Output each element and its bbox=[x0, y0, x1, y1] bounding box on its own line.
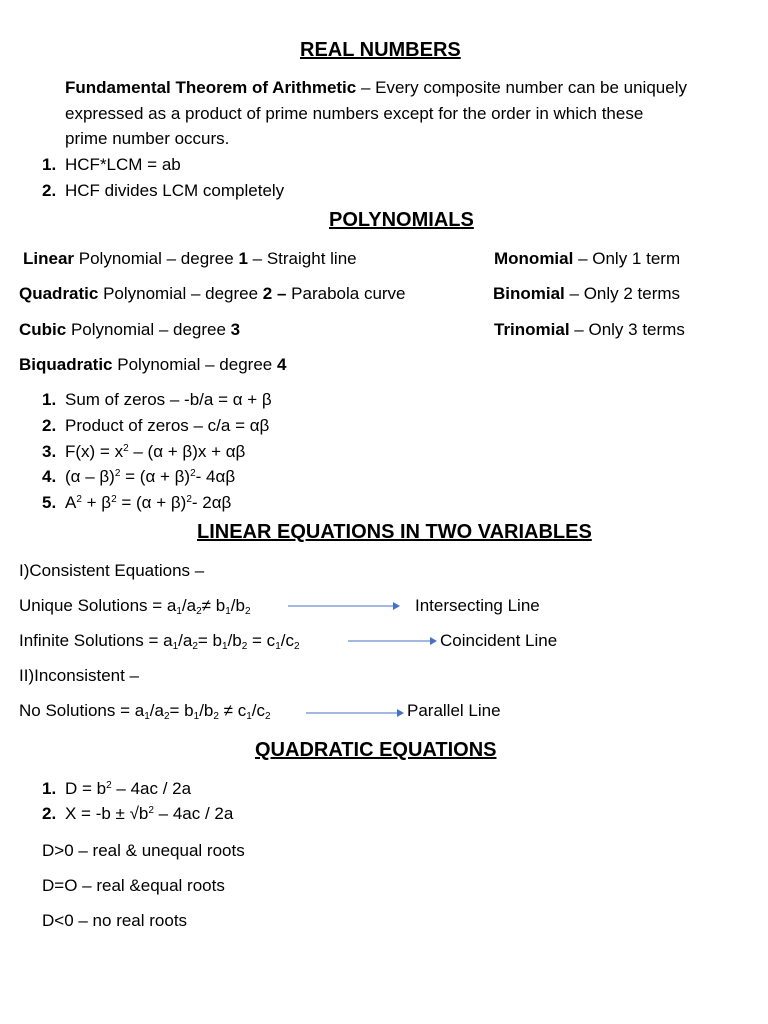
poly-type-biquadratic: Biquadratic Polynomial – degree 4 bbox=[19, 355, 287, 374]
intersecting-line-label: Intersecting Line bbox=[415, 596, 540, 615]
discriminant-positive: D>0 – real & unequal roots bbox=[42, 841, 245, 860]
quadratic-equations-title: QUADRATIC EQUATIONS bbox=[255, 739, 497, 761]
arrow-right-icon bbox=[288, 601, 401, 611]
inconsistent-heading: II)Inconsistent – bbox=[19, 666, 140, 685]
discriminant-zero: D=O – real &equal roots bbox=[42, 876, 225, 895]
infinite-solutions-line: Infinite Solutions = $a_1/a_2= b_1/b_2 = c_1/c_2$ bbox=[19, 631, 300, 652]
arrow-right-icon bbox=[306, 708, 405, 718]
discriminant-negative: D<0 – no real roots bbox=[42, 911, 188, 930]
fta-line-1: Fundamental Theorem of Arithmetic – Every composite number can be uniquely bbox=[65, 78, 687, 97]
fta-line-2: expressed as a product of prime numbers except for the order in which these bbox=[65, 104, 644, 123]
poly-type-quadratic: Quadratic Polynomial – degree 2 – Parabola curve bbox=[19, 284, 406, 303]
poly-type-cubic: Cubic Polynomial – degree 3 bbox=[19, 320, 241, 339]
term-binomial: Binomial – Only 2 terms bbox=[493, 284, 681, 303]
unique-solutions-line: Unique Solutions = $a_1/a_2\ne b_1/b_2$ bbox=[19, 596, 251, 617]
no-solutions-line: No Solutions = $a_1/a_2= b_1/b_2 \ne c_1/c_2$ bbox=[19, 701, 271, 722]
poly-type-linear: Linear Polynomial – degree 1 – Straight line bbox=[23, 249, 357, 268]
consistent-heading: I)Consistent Equations – bbox=[19, 561, 205, 580]
fta-label: Fundamental Theorem of Arithmetic bbox=[65, 78, 357, 97]
coincident-line-label: Coincident Line bbox=[440, 631, 558, 650]
fta-line-3: prime number occurs. bbox=[65, 129, 230, 148]
parallel-line-label: Parallel Line bbox=[407, 701, 501, 720]
term-monomial: Monomial – Only 1 term bbox=[494, 249, 681, 268]
linear-equations-title: LINEAR EQUATIONS IN TWO VARIABLES bbox=[197, 521, 592, 543]
term-trinomial: Trinomial – Only 3 terms bbox=[494, 320, 685, 339]
arrow-right-icon bbox=[348, 636, 438, 646]
polynomials-title: POLYNOMIALS bbox=[329, 209, 474, 231]
real-numbers-title: REAL NUMBERS bbox=[300, 39, 461, 61]
